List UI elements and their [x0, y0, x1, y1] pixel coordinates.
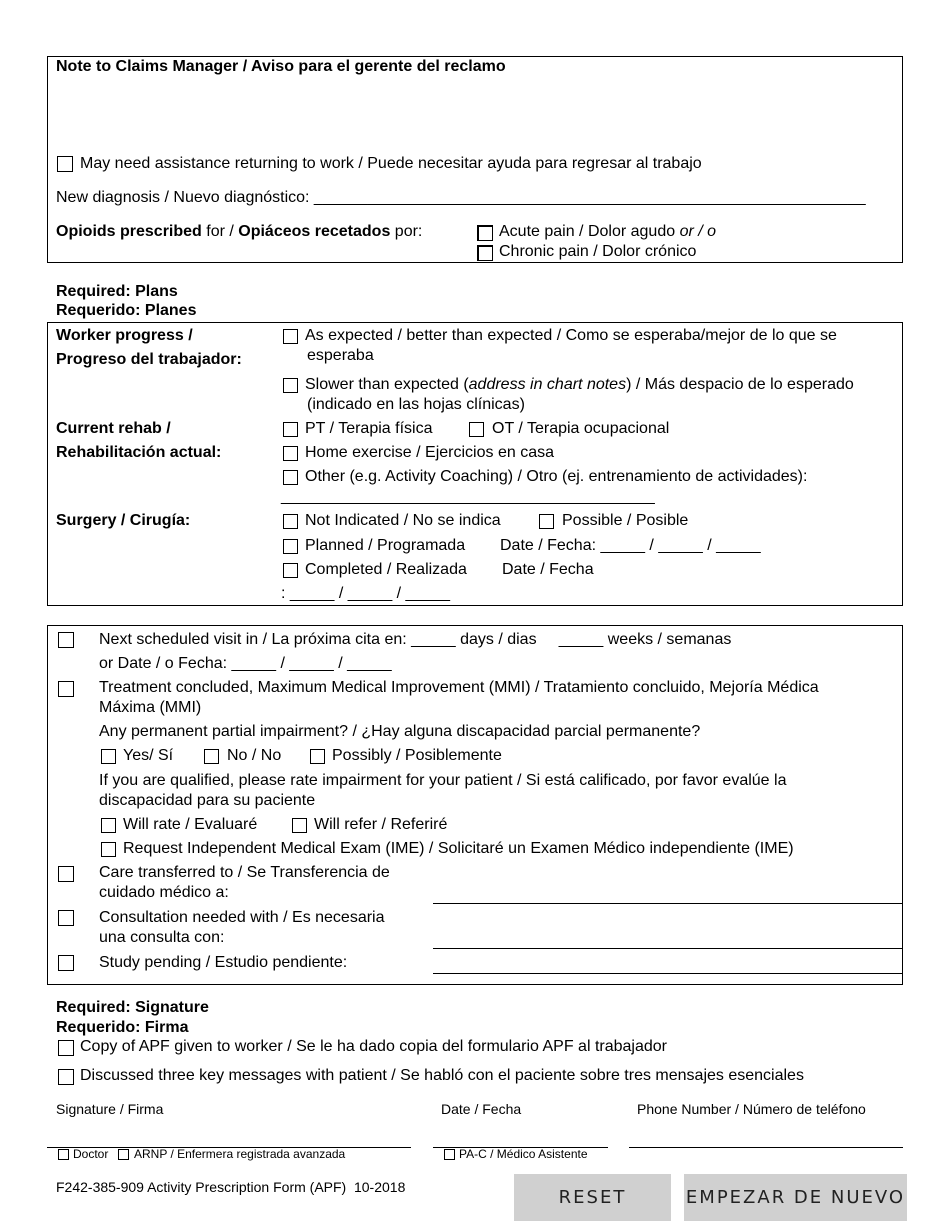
completed-checkbox[interactable]	[283, 563, 298, 578]
possible-checkbox[interactable]	[539, 514, 554, 529]
discussed-label: Discussed three key messages with patient / Se habló con el paciente sobre tres mensajes esenciales	[80, 1067, 804, 1084]
ime-label: Request Independent Medical Exam (IME) / Solicitaré un Examen Médico independiente (IME)	[123, 840, 794, 857]
as-expected-label-2: esperaba	[307, 347, 374, 364]
other-rehab-label: Other (e.g. Activity Coaching) / Otro (ej. entrenamiento de actividades):	[305, 468, 808, 485]
completed-date-field[interactable]: : _____ / _____ / _____	[281, 585, 451, 602]
acute-pain-label	[499, 223, 716, 241]
chronic-pain-checkbox[interactable]	[477, 245, 493, 261]
pac-checkbox[interactable]	[444, 1149, 455, 1160]
form-id: F242-385-909 Activity Prescription Form (APF) 10-2018	[56, 1179, 406, 1195]
phone-label: Phone Number / Número de teléfono	[637, 1101, 866, 1117]
care-transferred-line[interactable]	[433, 903, 902, 904]
next-visit-date[interactable]: or Date / o Fecha: _____ / _____ / _____	[99, 655, 392, 672]
care-transferred-checkbox[interactable]	[58, 866, 74, 882]
assist-label: May need assistance returning to work / Puede necesitar ayuda para regresar al trabajo	[80, 155, 702, 172]
consultation-line[interactable]	[433, 948, 902, 949]
chronic-pain-label: Chronic pain / Dolor crónico	[499, 243, 697, 260]
impairment-yes-label: Yes/ Sí	[123, 747, 174, 764]
impairment-yes-checkbox[interactable]	[101, 749, 116, 764]
ot-checkbox[interactable]	[469, 422, 484, 437]
will-refer-checkbox[interactable]	[292, 818, 307, 833]
opioids-label-por: por:	[390, 223, 423, 240]
next-visit-label: Next scheduled visit in / La próxima cita en: _____ days / dias _____ weeks / semanas	[99, 631, 732, 648]
consultation-label-2: una consulta con:	[99, 929, 225, 946]
will-rate-checkbox[interactable]	[101, 818, 116, 833]
opioids-label	[56, 223, 422, 241]
current-rehab-label-es: Rehabilitación actual:	[56, 444, 222, 461]
plans-heading-en: Required: Plans	[56, 283, 178, 300]
study-pending-line[interactable]	[433, 973, 902, 974]
consultation-label: Consultation needed with / Es necesaria	[99, 909, 385, 926]
qualified-text: If you are qualified, please rate impairment for your patient / Si está calificado, por favor evalúe la	[99, 772, 787, 789]
opioids-label-es: Opiáceos recetados	[238, 223, 391, 240]
other-rehab-checkbox[interactable]	[283, 470, 298, 485]
slower-label-2: (indicado en las hojas clínicas)	[307, 396, 525, 413]
care-transferred-label-2: cuidado médico a:	[99, 884, 229, 901]
empezar-de-nuevo-button[interactable]: EMPEZAR DE NUEVO	[684, 1174, 907, 1221]
impairment-possibly-checkbox[interactable]	[310, 749, 325, 764]
plans-heading-es: Requerido: Planes	[56, 302, 197, 319]
slower-checkbox[interactable]	[283, 378, 298, 393]
signature-label: Signature / Firma	[56, 1101, 164, 1117]
impairment-possibly-label: Possibly / Posiblemente	[332, 747, 502, 764]
completed-label: Completed / Realizada	[305, 561, 467, 578]
new-diagnosis-label: New diagnosis / Nuevo diagnóstico:	[56, 189, 314, 206]
worker-progress-label: Worker progress /	[56, 327, 193, 344]
slower-text-b: ) / Más despacio de lo esperado	[626, 376, 854, 393]
acute-pain-checkbox[interactable]	[477, 225, 493, 241]
ime-checkbox[interactable]	[101, 842, 116, 857]
doctor-checkbox[interactable]	[58, 1149, 69, 1160]
copy-apf-checkbox[interactable]	[58, 1040, 74, 1056]
claims-note-title: Note to Claims Manager / Aviso para el gerente del reclamo	[56, 58, 506, 75]
will-refer-label: Will refer / Referiré	[314, 816, 448, 833]
phone-line[interactable]	[629, 1147, 903, 1148]
next-visit-checkbox[interactable]	[58, 632, 74, 648]
opioids-label-sep: for /	[201, 223, 239, 240]
assist-checkbox[interactable]	[57, 156, 73, 172]
current-rehab-label: Current rehab /	[56, 420, 171, 437]
impairment-no-label: No / No	[227, 747, 282, 764]
care-transferred-label: Care transferred to / Se Transferencia de	[99, 864, 390, 881]
arnp-checkbox[interactable]	[118, 1149, 129, 1160]
treatment-concluded-label-2: Máxima (MMI)	[99, 699, 202, 716]
copy-apf-label: Copy of APF given to worker / Se le ha dado copia del formulario APF al trabajador	[80, 1038, 667, 1055]
qualified-text-2: discapacidad para su paciente	[99, 792, 316, 809]
planned-date-field[interactable]: Date / Fecha: _____ / _____ / _____	[500, 537, 761, 554]
other-rehab-blank[interactable]: __________________________________________	[281, 488, 655, 505]
consultation-checkbox[interactable]	[58, 910, 74, 926]
slower-text-a: Slower than expected (	[305, 376, 469, 393]
not-indicated-label: Not Indicated / No se indica	[305, 512, 501, 529]
signature-heading-en: Required: Signature	[56, 999, 209, 1016]
impairment-no-checkbox[interactable]	[204, 749, 219, 764]
will-rate-label: Will rate / Evaluaré	[123, 816, 258, 833]
worker-progress-label-es: Progreso del trabajador:	[56, 351, 242, 368]
planned-checkbox[interactable]	[283, 539, 298, 554]
acute-pain-text: Acute pain / Dolor agudo	[499, 223, 680, 240]
opioids-label-en: Opioids prescribed	[56, 223, 202, 240]
study-pending-checkbox[interactable]	[58, 955, 74, 971]
reset-button[interactable]: RESET	[514, 1174, 671, 1221]
planned-label: Planned / Programada	[305, 537, 466, 554]
impairment-question: Any permanent partial impairment? / ¿Hay alguna discapacidad parcial permanente?	[99, 723, 701, 740]
study-pending-label: Study pending / Estudio pendiente:	[99, 954, 348, 971]
as-expected-label: As expected / better than expected / Como se esperaba/mejor de lo que se	[305, 327, 837, 344]
ot-label: OT / Terapia ocupacional	[492, 420, 670, 437]
treatment-concluded-label: Treatment concluded, Maximum Medical Improvement (MMI) / Tratamiento concluido, Mejoría Médica	[99, 679, 819, 696]
possible-label: Possible / Posible	[562, 512, 689, 529]
home-exercise-checkbox[interactable]	[283, 446, 298, 461]
completed-date-label: Date / Fecha	[502, 561, 594, 578]
pt-label: PT / Terapia física	[305, 420, 433, 437]
pt-checkbox[interactable]	[283, 422, 298, 437]
acute-pain-or: or / o	[679, 223, 717, 240]
slower-label	[305, 376, 854, 394]
not-indicated-checkbox[interactable]	[283, 514, 298, 529]
pac-label: PA-C / Médico Asistente	[459, 1147, 588, 1161]
signature-heading-es: Requerido: Firma	[56, 1019, 189, 1036]
as-expected-checkbox[interactable]	[283, 329, 298, 344]
doctor-label: Doctor	[73, 1147, 109, 1161]
slower-text-italic: address in chart notes	[468, 376, 627, 393]
treatment-concluded-checkbox[interactable]	[58, 681, 74, 697]
date-label: Date / Fecha	[441, 1101, 522, 1117]
discussed-checkbox[interactable]	[58, 1069, 74, 1085]
surgery-label: Surgery / Cirugía:	[56, 512, 191, 529]
new-diagnosis-field[interactable]	[56, 189, 866, 207]
home-exercise-label: Home exercise / Ejercicios en casa	[305, 444, 554, 461]
arnp-label: ARNP / Enfermera registrada avanzada	[134, 1147, 346, 1161]
new-diagnosis-blank[interactable]: ______________________________________________________________	[313, 189, 866, 206]
